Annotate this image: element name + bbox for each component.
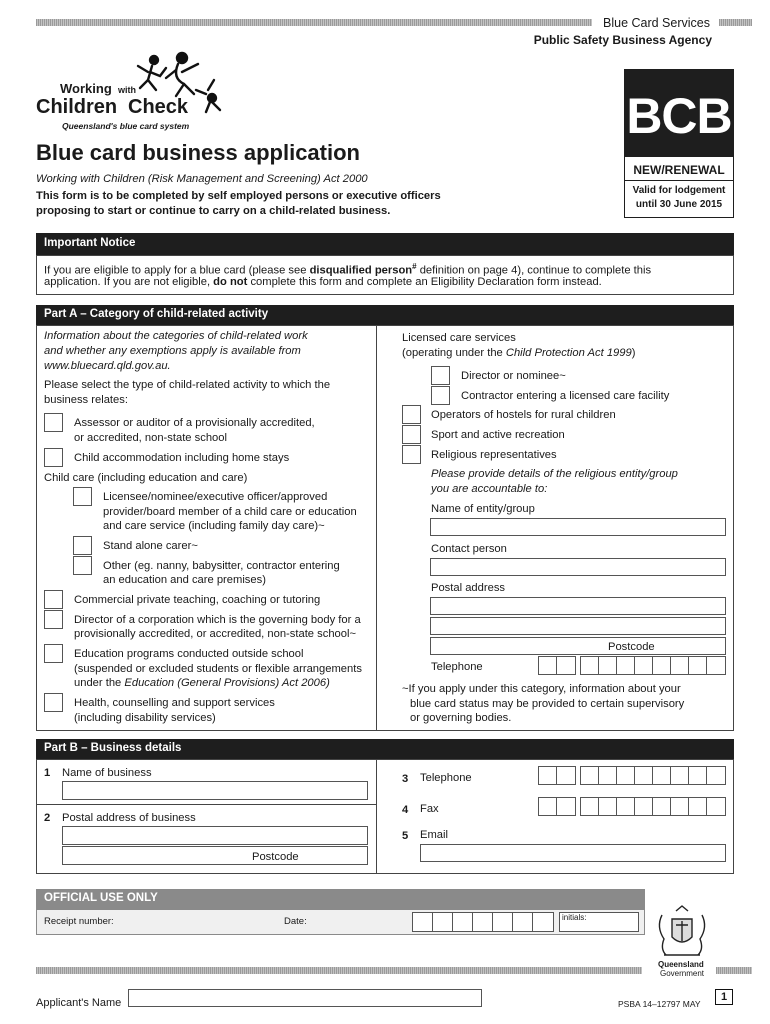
label-education-1: Education programs conducted outside school <box>74 648 304 660</box>
label-act-name: Child Protection Act 1999 <box>505 347 632 359</box>
label-applicant-name: Applicant's Name <box>36 997 122 1009</box>
notice-superscript: # <box>412 262 417 271</box>
notice-line-2 <box>44 275 602 289</box>
religious-note-1: Please provide details of the religious entity/group <box>431 468 678 480</box>
label-business-postcode: Postcode <box>252 851 299 863</box>
label-licensee-1: Licensee/nominee/executive officer/approved <box>103 491 328 503</box>
checkbox-accommodation[interactable] <box>44 448 63 467</box>
notice-text: application. If you are not eligible, <box>44 276 214 288</box>
label-licensed-2 <box>402 346 635 360</box>
bcb-valid-2: until 30 June 2015 <box>635 199 723 210</box>
business-email-field[interactable] <box>420 844 726 862</box>
top-bar-right <box>719 19 752 26</box>
top-bar-left <box>36 19 592 26</box>
label-carer: Stand alone carer~ <box>103 540 198 552</box>
label-text: (operating under the <box>402 347 506 359</box>
checkbox-commercial[interactable] <box>44 590 63 609</box>
qld-govt-line2: Government <box>660 969 705 978</box>
business-postcode-field[interactable] <box>62 846 368 865</box>
label-receipt: Receipt number: <box>44 916 114 927</box>
checkbox-nominee[interactable] <box>431 366 450 385</box>
telephone-field-a-2[interactable] <box>580 656 726 675</box>
checkbox-health[interactable] <box>44 693 63 712</box>
logo-word-children: Children <box>36 96 118 118</box>
intro-line-2: proposing to start or continue to carry on a child-related business. <box>36 205 391 217</box>
bottom-bar-right <box>716 967 752 974</box>
part-b-divider <box>376 759 377 874</box>
business-telephone-field-1[interactable] <box>538 766 576 785</box>
label-nominee: Director or nominee~ <box>461 370 566 382</box>
label-business-telephone: Telephone <box>420 772 472 784</box>
checkbox-sport[interactable] <box>402 425 421 444</box>
tilde-note-3: or governing bodies. <box>410 712 512 724</box>
logo-word-check: Check <box>128 96 189 118</box>
part-a-select-1: Please select the type of child-related activity to which the <box>44 379 331 391</box>
tilde-note-1: ~If you apply under this category, information about your <box>402 683 681 695</box>
label-commercial: Commercial private teaching, coaching or tutoring <box>74 594 321 606</box>
label-entity: Name of entity/group <box>431 503 535 515</box>
label-sport: Sport and active recreation <box>431 429 565 441</box>
checkbox-religious[interactable] <box>402 445 421 464</box>
label-hostels: Operators of hostels for rural children <box>431 409 616 421</box>
label-religious: Religious representatives <box>431 449 557 461</box>
logo-word-with: with <box>118 85 136 95</box>
telephone-field-a-1[interactable] <box>538 656 576 675</box>
label-licensee-2: provider/board member of a child care or education <box>103 506 357 518</box>
label-assessor-2: or accredited, non-state school <box>74 432 227 444</box>
bcb-code: BCB <box>626 88 732 144</box>
business-telephone-field-2[interactable] <box>580 766 726 785</box>
notice-bold-term: do not <box>213 276 248 288</box>
logo-tagline: Queensland's blue card system <box>62 121 190 131</box>
act-reference: Working with Children (Risk Management and Screening) Act 2000 <box>36 173 368 185</box>
label-text: under the <box>74 677 125 689</box>
bcb-valid-1: Valid for lodgement <box>632 185 726 196</box>
official-use-heading: OFFICIAL USE ONLY <box>36 889 645 909</box>
contact-person-field[interactable] <box>430 558 726 576</box>
business-fax-field-1[interactable] <box>538 797 576 816</box>
bcb-type: NEW/RENEWAL <box>633 163 725 177</box>
checkbox-contractor[interactable] <box>431 386 450 405</box>
label-date: Date: <box>284 916 307 927</box>
checkbox-director[interactable] <box>44 610 63 629</box>
postal-address-field-2[interactable] <box>430 617 726 635</box>
label-childcare: Child care (including education and care) <box>44 472 248 484</box>
part-a-info-1: Information about the categories of child-related work <box>44 330 308 342</box>
part-a-info-2: and whether any exemptions apply is available from <box>44 345 301 357</box>
part-b-row-divider <box>36 804 376 805</box>
notice-text: complete this form and complete an Eligibility Declaration form instead. <box>247 276 602 288</box>
intro-line-1: This form is to be completed by self employed persons or executive officers <box>36 190 441 202</box>
label-director-2: provisionally accredited, or accredited, non-state school~ <box>74 628 357 640</box>
label-health-1: Health, counselling and support services <box>74 697 275 709</box>
label-health-2: (including disability services) <box>74 712 216 724</box>
label-telephone-a: Telephone <box>431 661 483 673</box>
bcb-divider <box>624 180 734 181</box>
label-assessor-1: Assessor or auditor of a provisionally accredited, <box>74 417 315 429</box>
notice-text: definition on page 4), continue to complete this <box>416 264 652 277</box>
label-initials: initials: <box>562 913 587 922</box>
part-b-number-4: 4 <box>402 804 409 816</box>
part-b-number-3: 3 <box>402 773 409 785</box>
label-accommodation: Child accommodation including home stays <box>74 452 290 464</box>
label-business-fax: Fax <box>420 803 439 815</box>
label-business-postal: Postal address of business <box>62 812 196 824</box>
checkbox-hostels[interactable] <box>402 405 421 424</box>
label-other-2: an education and care premises) <box>103 574 266 586</box>
part-a-divider <box>376 325 377 731</box>
label-education-2: (suspended or excluded students or flexible arrangements <box>74 663 362 675</box>
label-act-name: Education (General Provisions) Act 2006) <box>124 677 330 689</box>
page-number: 1 <box>720 991 728 1003</box>
agency-line2: Public Safety Business Agency <box>533 33 712 47</box>
part-b-number-5: 5 <box>402 830 409 842</box>
coat-of-arms-icon <box>650 905 714 961</box>
label-licensed-1: Licensed care services <box>402 332 516 344</box>
part-b-number-2: 2 <box>44 812 51 824</box>
logo-word-working: Working <box>60 81 112 96</box>
qld-govt-line1: Queensland <box>658 960 704 969</box>
bottom-bar <box>36 967 642 974</box>
part-b-number-1: 1 <box>44 767 51 779</box>
label-postal-a: Postal address <box>431 582 506 594</box>
page-title: Blue card business application <box>36 140 360 165</box>
business-fax-field-2[interactable] <box>580 797 726 816</box>
agency-line1: Blue Card Services <box>603 16 710 30</box>
label-text: ) <box>631 347 636 359</box>
label-contact: Contact person <box>431 543 507 555</box>
postcode-field-a[interactable] <box>430 637 726 655</box>
label-business-name: Name of business <box>62 767 152 779</box>
queensland-crest <box>650 905 714 977</box>
notice-bold-term: disqualified person <box>309 264 413 277</box>
label-other-1: Other (eg. nanny, babysitter, contractor entering <box>103 560 340 572</box>
part-b-heading: Part B – Business details <box>36 739 734 759</box>
part-a-info-3: www.bluecard.qld.gov.au. <box>44 360 171 372</box>
tilde-note-2: blue card status may be provided to certain supervisory <box>410 698 685 710</box>
part-a-select-2: business relates: <box>44 394 128 406</box>
checkbox-carer[interactable] <box>73 536 92 555</box>
checkbox-education[interactable] <box>44 644 63 663</box>
wwcc-logo <box>36 50 226 130</box>
label-business-email: Email <box>420 829 448 841</box>
part-a-heading: Part A – Category of child-related activity <box>36 305 734 325</box>
label-licensee-3: and care service (including family day care)~ <box>103 520 325 532</box>
label-director-1: Director of a corporation which is the governing body for a <box>74 614 361 626</box>
applicant-name-field[interactable] <box>128 989 482 1007</box>
label-education-3 <box>74 676 330 690</box>
notice-text: If you are eligible to apply for a blue card (please see <box>44 264 310 277</box>
business-name-field[interactable] <box>62 781 368 800</box>
entity-field[interactable] <box>430 518 726 536</box>
label-postcode-a: Postcode <box>608 641 655 653</box>
checkbox-assessor[interactable] <box>44 413 63 432</box>
official-date-field[interactable] <box>412 912 554 932</box>
business-postal-field[interactable] <box>62 826 368 845</box>
notice-heading: Important Notice <box>36 233 734 255</box>
label-contractor: Contractor entering a licensed care facility <box>461 390 670 402</box>
postal-address-field-1[interactable] <box>430 597 726 615</box>
religious-note-2: you are accountable to: <box>431 483 548 495</box>
form-code: PSBA 14–12797 MAY <box>618 999 701 1009</box>
checkbox-other[interactable] <box>73 556 92 575</box>
checkbox-licensee[interactable] <box>73 487 92 506</box>
